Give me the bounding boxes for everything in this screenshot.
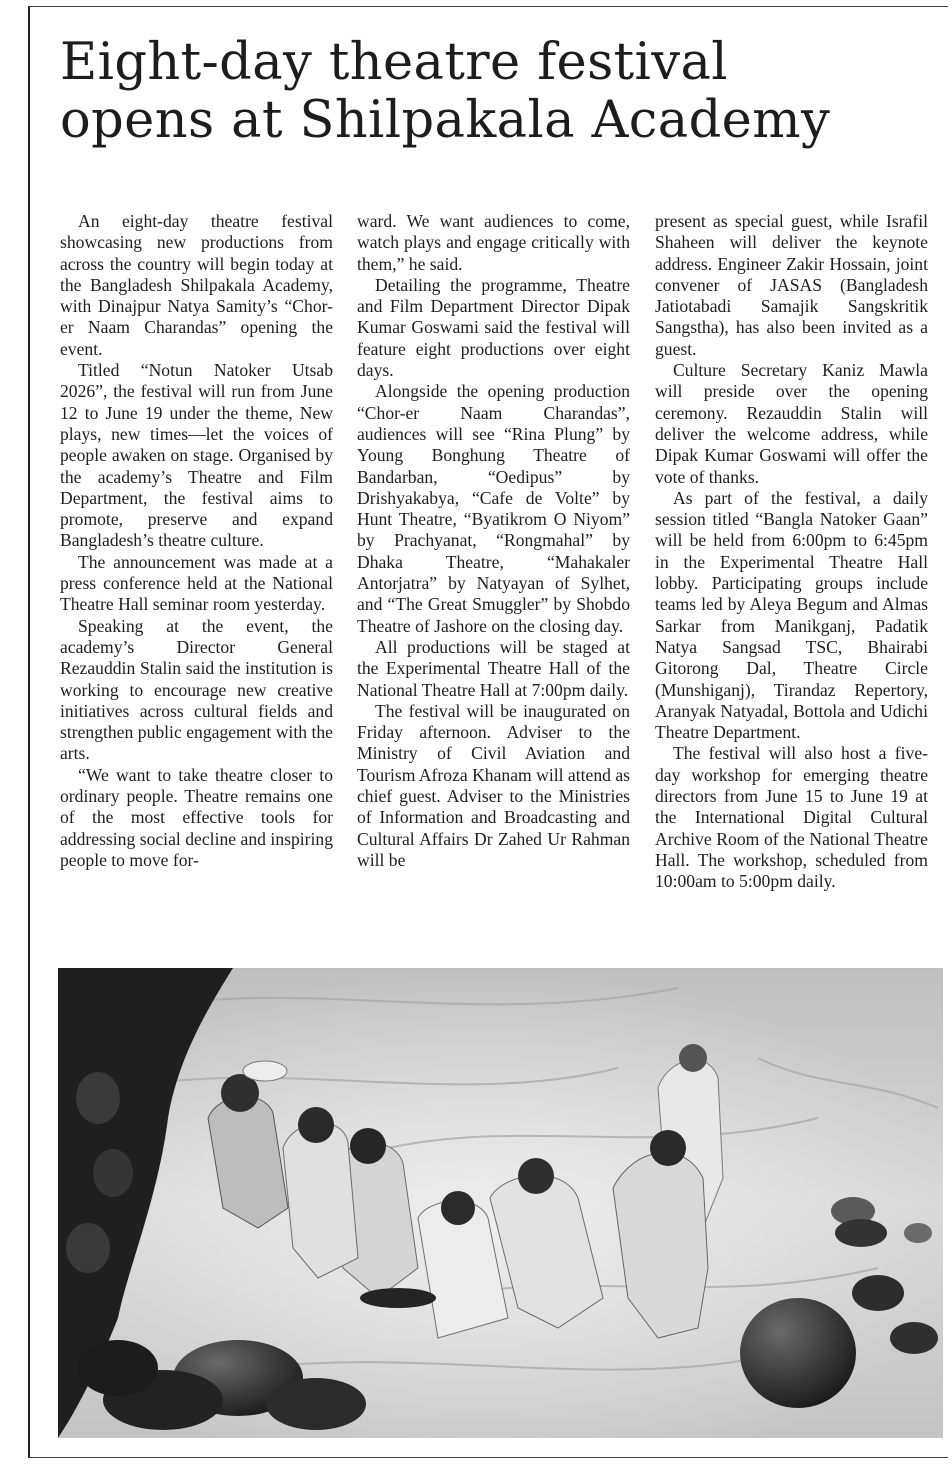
column-1 — [60, 211, 333, 941]
paragraph: An eight-day theatre festival showcasing new productions from across the country will begin today at the Bangladesh Shilpakala Academy, with Dinajpur Natya Samity’s “Chor-er Naam Charandas” opening the event. — [60, 211, 333, 359]
paragraph: Titled “Notun Natoker Utsab 2026”, the festival will run from June 12 to June 19 under the theme, New plays, new times—let the voices of people awaken on stage. Organised by the academy’s Theatre and Film Department, the festival aims to promote, preserve and expand Bangladesh’s theatre culture. — [60, 360, 333, 551]
paragraph: As part of the festival, a daily session titled “Bangla Natoker Gaan” will be held from 6:00pm to 6:45pm in the Experimental Theatre Hall lobby. Participating groups include teams led by Aleya Begum and Almas Sarkar from Manikganj, Padatik Natya Sangsad TSC, Bhairabi Gitorong Dal, Theatre Circle (Munshiganj), Tirandaz Repertory, Aranyak Natyadal, Bottola and Udichi Theatre Department. — [655, 487, 928, 743]
column-2 — [357, 211, 630, 941]
article-body — [60, 211, 928, 941]
paragraph: The announcement was made at a press conference held at the National Theatre Hall seminar room yesterday. — [60, 551, 333, 615]
paragraph: Culture Secretary Kaniz Mawla will preside over the opening ceremony. Rezauddin Stalin will deliver the welcome address, while Dipak Kumar Goswami will offer the vote of thanks. — [655, 360, 928, 487]
paragraph: “We want to take theatre closer to ordinary people. Theatre remains one of the most effective tools for addressing social decline and inspiring people to move for- — [60, 764, 333, 870]
paragraph: All productions will be staged at the Experimental Theatre Hall of the National Theatre Hall at 7:00pm daily. — [357, 636, 630, 700]
stage-photo — [58, 968, 943, 1438]
paragraph-continued: ward. We want audiences to come, watch plays and engage critically with them,” he said. — [357, 211, 630, 274]
paragraph: Speaking at the event, the academy’s Director General Rezauddin Stalin said the institution is working to encourage new creative initiatives across cultural fields and strengthen public engagement with the arts. — [60, 615, 333, 764]
headline — [60, 34, 930, 150]
paragraph: The festival will also host a five-day workshop for emerging theatre directors from June 15 to June 19 at the International Digital Cultural Archive Room of the National Theatre Hall. The workshop, scheduled from 10:00am to 5:00pm daily. — [655, 743, 928, 892]
headline-line-1: Eight-day theatre festival — [60, 33, 728, 92]
paragraph: Alongside the opening production “Chor-er Naam Charandas”, audiences will see “Rina Plung” by Young Bonghung Theatre of Bandarban, “Oedipus” by Drishyakabya, “Cafe de Volte” by Hunt Theatre, “Byatikrom O Niyom” by Prachyanat, “Rongmahal” by Dhaka Theatre, “Mahakaler Antorjatra” by Natyayan of Sylhet, and “The Great Smuggler” by Shobdo Theatre of Jashore on the closing day. — [357, 381, 630, 636]
headline-line-2: opens at Shilpakala Academy — [60, 91, 831, 150]
paragraph-continued: present as special guest, while Israfil Shaheen will deliver the keynote address. Engineer Zakir Hossain, joint convener of JASAS (Bangladesh Jatiotabadi Samajik Sangskritik Sangstha), has also been invited as a guest. — [655, 211, 928, 359]
paragraph: Detailing the programme, Theatre and Film Department Director Dipak Kumar Goswami said the festival will feature eight productions over eight days. — [357, 274, 630, 381]
column-3 — [655, 211, 928, 941]
paragraph: The festival will be inaugurated on Friday afternoon. Adviser to the Ministry of Civil Aviation and Tourism Afroza Khanam will attend as chief guest. Adviser to the Ministries of Information and Broadcasting and Cultural Affairs Dr Zahed Ur Rahman will be — [357, 700, 630, 870]
